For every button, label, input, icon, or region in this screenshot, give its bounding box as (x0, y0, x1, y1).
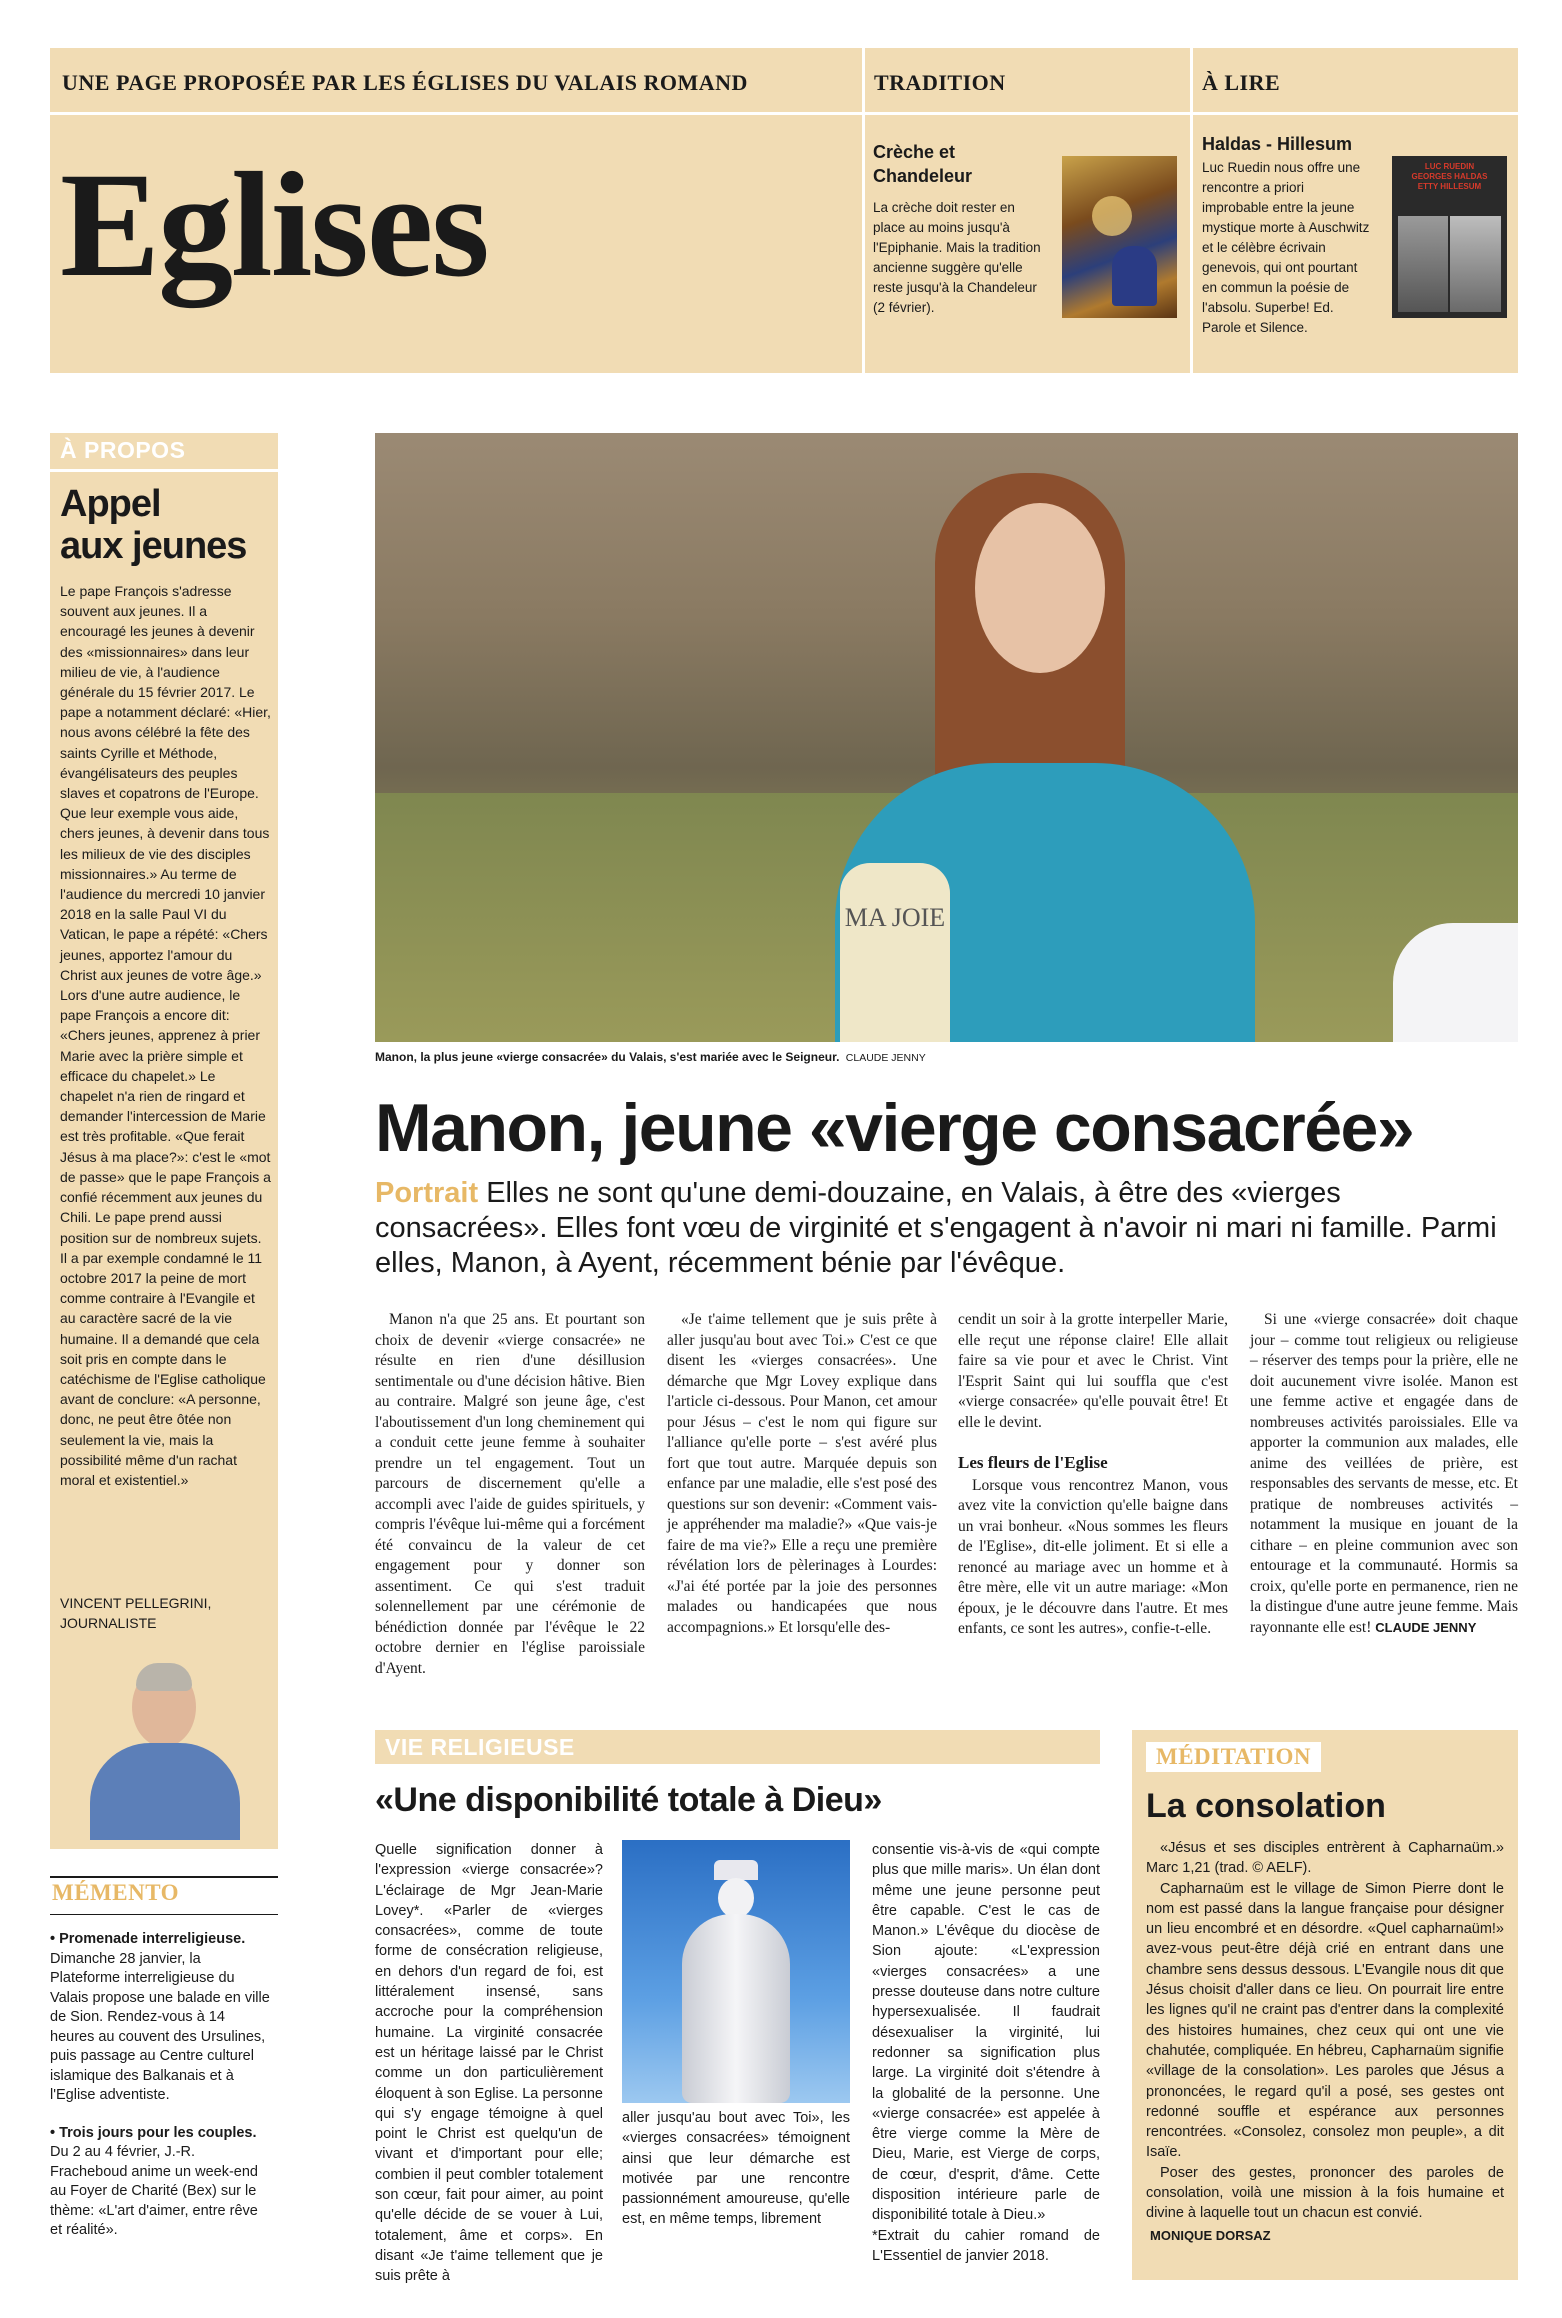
article-col-2 (667, 1310, 937, 1638)
statue-head (718, 1878, 754, 1918)
face-shape (975, 503, 1105, 673)
top-label: UNE PAGE PROPOSÉE PAR LES ÉGLISES DU VALAIS ROMAND (62, 70, 748, 95)
caption-text: Manon, la plus jeune «vierge consacrée» du Valais, s'est mariée avec le Seigneur. (375, 1050, 840, 1064)
author-portrait (1398, 216, 1448, 312)
vie-col-1 (375, 1840, 603, 2287)
meditation-signature: MONIQUE DORSAZ (1150, 2227, 1271, 2243)
memento-kicker: MÉMENTO (52, 1880, 180, 1905)
memento-item-title: • Trois jours pour les couples. (50, 2124, 257, 2141)
vie-paragraph: aller jusqu'au bout avec Toi», les «vierges consacrées» témoignent ainsi que leur démarche est motivée par une rencontre passionnément amoureuse, qu'elle est, en même temps, librement (622, 2110, 850, 2228)
lead-paragraph (375, 1176, 1518, 1281)
caption-credit: CLAUDE JENNY (845, 1052, 926, 1064)
vie-kicker: VIE RELIGIEUSE (385, 1734, 575, 1760)
vie-col-2 (622, 2108, 850, 2230)
kicker-rule (50, 469, 278, 472)
article-paragraph: cendit un soir à la grotte interpeller Marie, elle reçut une réponse claire! Elle allait faire sa vie pour et avec le Christ. Vint l'Esprit Saint qui lui souffla que c'est «vierge consacrée» qu'elle pouvait être! Et elle le devint. (958, 1311, 1228, 1431)
header-divider (862, 48, 865, 373)
article-subhead: Les fleurs de l'Eglise (958, 1453, 1108, 1472)
meditation-paragraph: «Jésus et ses disciples entrèrent à Capharnaüm.» Marc 1,21 (trad. © AELF). (1146, 1840, 1504, 1877)
main-photo (375, 433, 1518, 1042)
memento-item-text: Du 2 au 4 février, J.-R. Fracheboud anime un week-end au Foyer de Charité (Bex) sur le thème: «L'art d'aimer, entre rêve et réalité». (50, 2144, 258, 2238)
author-photo (70, 1655, 265, 1840)
tradition-title: Crèche et Chandeleur (873, 142, 973, 186)
article-paragraph: Lorsque vous rencontrez Manon, vous avez vite la conviction qu'elle baigne dans un vrai bonheur. «Nous sommes les fleurs de l'Eglise», dit-elle joliment. Et si elle a renoncé au mariage avec un homme et à être mère, elle vit un autre mariage: «Mon époux, je le découvre dans l'autre. Et mes enfants, ce sont les autres», confie-t-elle. (958, 1476, 1228, 1637)
meditation-box (1132, 1730, 1518, 2280)
memento-rule (50, 1914, 278, 1915)
robe-shape (1112, 246, 1157, 306)
statue-body (682, 1914, 790, 2103)
main-headline: Manon, jeune «vierge consacrée» (375, 1090, 1414, 1166)
vie-paragraph: Quelle signification donner à l'expression «vierge consacrée»? L'éclairage de Mgr Jean-Marie Lovey*. «Parler de «vierges consacrées», comme de toute forme de consécration religieuse, en dehors d'un regard de foi, est littéralement insensé, sans accroche pour la compréhension humaine. La virginité consacrée est un héritage laissé par le Christ comme un don particulièrement éloquent à son Eglise. La personne qui s'y engage témoigne à quel point le Christ est quelqu'un de vivant et d'important pour elle; combien il peut combler totalement son cœur, fait pour aimer, au point qu'elle décide de se vouer à Lui, totalement, âme et corps». En disant «Je t'aime tellement que je suis prête à (375, 1842, 603, 2285)
alire-title: Haldas - Hillesum (1202, 134, 1353, 154)
masthead: Eglises (60, 142, 488, 308)
alire-text: Luc Ruedin nous offre une rencontre a priori improbable entre la jeune mystique morte à Auschwitz et le célèbre écrivain genevois, qui ont pourtant en commun la poésie de l'absolu. Superbe! Ed. Parole et Silence. (1202, 160, 1370, 335)
vie-footnote: *Extrait du cahier romand de L'Essentiel de janvier 2018. (872, 2227, 1100, 2264)
header-divider (1190, 48, 1193, 373)
candle: MA JOIE (840, 863, 950, 1042)
book-cover-text: LUC RUEDIN GEORGES HALDAS ETTY HILLESUM (1411, 162, 1488, 191)
meditation-kicker: MÉDITATION (1156, 1744, 1311, 1769)
meditation-kicker-box (1146, 1742, 1321, 1772)
apropos-title-line1: Appel (60, 483, 161, 525)
article-signature: CLAUDE JENNY (1375, 1619, 1477, 1635)
meditation-headline: La consolation (1146, 1787, 1386, 1825)
vie-col-3 (872, 1840, 1100, 2266)
vie-kicker-band (375, 1730, 1100, 1764)
tradition-text: La crèche doit rester en place au moins jusqu'à l'Epiphanie. Mais la tradition ancienne suggère qu'elle reste jusqu'à la Chandeleur (2 février). (873, 200, 1041, 315)
crown-shape (714, 1860, 758, 1880)
lead-text: Elles ne sont qu'une demi-douzaine, en Valais, à être des «vierges consacrées». Elles font vœu de virginité et s'engagent à n'avoir ni mari ni famille. Parmi elles, Manon, à Ayent, récemment bénie par l'évêque. (375, 1177, 1497, 1279)
virgin-statue-photo (622, 1840, 850, 2103)
memento-rule (50, 1876, 278, 1878)
article-col-1 (375, 1310, 645, 1679)
shirt-shape (90, 1743, 240, 1840)
tradition-label: TRADITION (874, 70, 1006, 95)
header-rule (50, 112, 1518, 115)
nativity-painting (1062, 156, 1177, 318)
meditation-paragraph: Poser des gestes, prononcer des paroles de consolation, voilà une mission à la fois humaine et divine à laquelle tout un chacun est convié. (1146, 2164, 1504, 2222)
article-paragraph (1250, 1310, 1518, 1638)
vie-headline: «Une disponibilité totale à Dieu» (375, 1781, 882, 1819)
author-portrait (1450, 216, 1501, 312)
halo-shape (1092, 196, 1132, 236)
alire-label: À LIRE (1202, 70, 1281, 95)
memento-item-text: Dimanche 28 janvier, la Plateforme interreligieuse du Valais propose une balade en ville de Sion. Rendez-vous à 14 heures au couvent des Ursulines, puis passage au Centre culturel islamique des Balkanais et à l'Eglise adventiste. (50, 1950, 270, 2103)
article-text: Si une «vierge consacrée» doit chaque jour – comme tout religieux ou religieuse – réserver des temps pour la prière, elle ne doit aucunement vivre isolée. Manon est une femme active et engagée dans de nombreuses activités paroissiales. Elle va apporter la communion aux malades, elle anime des veillées de prière, est responsables des servants de messe, etc. Et pratique de nombreuses activités – notamment la musique en jouant de la cithare – en pleine communion avec son entourage et la communauté. Hormis sa croix, qu'elle porte en permanence, rien ne la distingue d'une autre jeune femme. Mais rayonnante elle est! (1250, 1311, 1518, 1636)
memento-item-title: • Promenade interreligieuse. (50, 1931, 246, 1947)
lead-kicker: Portrait (375, 1177, 479, 1209)
book-cover (1392, 156, 1507, 318)
header-band (50, 48, 1518, 373)
apropos-title-line2: aux jeunes (60, 525, 247, 567)
apropos-signature: VINCENT PELLEGRINI, JOURNALISTE (60, 1595, 212, 1632)
apropos-sidebar (50, 433, 278, 1849)
memento-list (50, 1930, 272, 2241)
apropos-text: Le pape François s'adresse souvent aux jeunes. Il a encouragé les jeunes à devenir des «missionnaires» dans leur milieu de vie, à l'audience générale du 15 février 2017. Le pape a notamment déclaré: «Hier, nous avons célébré la fête des saints Cyrille et Méthode, évangélisateurs des peuples slaves et copatrons de l'Europe. Que leur exemple vous aide, chers jeunes, à devenir dans tous les milieux de vie des disciples missionnaires.» Au terme de l'audience du mercredi 10 janvier 2018 en la salle Paul VI du Vatican, le pape a répété: «Chers jeunes, apportez l'amour du Christ aux jeunes de votre âge.» Lors d'une autre audience, le pape François a encore dit: «Chers jeunes, apprenez à prier Marie avec la prière simple et efficace du chapelet.» Le chapelet n'a rien de ringard et demander l'intercession de Marie est très profitable. «Que ferait Jésus à ma place?»: c'est le «mot de passe» que le pape François a confié récemment aux jeunes du Chili. Le pape prend aussi position sur de nombreux sujets. Il a par exemple condamné le 11 octobre 2017 la peine de mort comme contraire à l'Evangile et au caractère sacré de la vie humaine. Il a demandé que cela soit pris en compte dans le catéchisme de l'Eglise catholique avant de conclure: «A personne, donc, ne peut être ôtée non seulement la vie, mais la possibilité même d'un rachat moral et existentiel.» (60, 583, 271, 1488)
hair-shape (136, 1663, 192, 1691)
photo-caption (375, 1050, 926, 1064)
article-col-4 (1250, 1310, 1518, 1638)
article-col-3 (958, 1310, 1228, 1640)
meditation-text (1146, 1838, 1504, 2246)
vie-paragraph: consentie vis-à-vis de «qui compte plus que mille maris». Un élan dont même une jeune personne peut être capable. C'est le cas de Manon.» L'évêque du diocèse de Sion ajoute: «L'expression «vierges consacrées» a une presse douteuse dans notre culture hypersexualisée. Il faudrait désexualiser la virginité, lui redonner sa signification plus large. La virginité doit s'étendre à la globalité de la personne. Une «vierge consacrée» est appelée à être vierge comme la Mère de Dieu, Marie, est Vierge de corps, de cœur, d'esprit, d'âme. Cette disposition intérieure parle de disponibilité totale à Dieu.» (872, 1842, 1100, 2224)
meditation-paragraph: Capharnaüm est le village de Simon Pierre dont le nom est passé dans la langue française pour désigner un lieu encombré et en désordre. «Quel capharnaüm!» avez-vous peut-être déjà crié en entrant dans une chambre sens dessus dessous. L'Evangile nous dit que Jésus choisit d'aller dans ce lieu. On pourrait lire entre les lignes qu'il ne craint pas d'entrer dans la complexité des histoires humaines, chez ceux qui ont une vie chahutée, compliquée. En hébreu, Capharnaüm signifie «village de la consolation». Les paroles que Jésus a prononcées, le regard qu'il a posé, ses gestes ont redonné souffle et espérance aux personnes rencontrées. «Consolez, consolez mon peuple», a dit Isaïe. (1146, 1880, 1504, 2161)
article-paragraph: «Je t'aime tellement que je suis prête à aller jusqu'au bout avec Toi.» C'est ce que disent les «vierges consacrées». Une démarche que Mgr Lovey explique dans l'article ci-dessous. Pour Manon, cet amour pour Jésus – c'est le nom qui figure sur l'alliance qu'elle porte – s'est avéré plus fort que tout autre. Marquée depuis son enfance par une maladie, elle s'est posé des questions sur son devenir: «Comment vais-je appréhender ma maladie?» «Que vais-je faire de ma vie?» Elle a reçu une première révélation lors de pèlerinages à Lourdes: «J'ai été portée par la joie des personnes malades ou handicapées que nous accompagnions.» Et lorsqu'elle des- (667, 1311, 937, 1636)
article-paragraph: Manon n'a que 25 ans. Et pourtant son choix de devenir «vierge consacrée» ne résulte en rien d'une désillusion sentimentale ou d'une décision hâtive. Bien au contraire. Malgré son jeune âge, c'est l'aboutissement d'un long cheminement qui a conduit cette jeune femme à souhaiter prendre un tel engagement. Tout un parcours de discernement qu'elle a accompli avec l'aide de guides spirituels, y compris l'évêque lui-même qui a forcément été convaincu de la valeur de cet engagement pour y donner son assentiment. Ce qui s'est traduit solennellement par une cérémonie de bénédiction donnée par l'évêque le 22 octobre dernier en l'église paroissiale d'Ayent. (375, 1311, 645, 1677)
apropos-kicker: À PROPOS (60, 437, 186, 463)
balloon-shape (1393, 923, 1518, 1042)
